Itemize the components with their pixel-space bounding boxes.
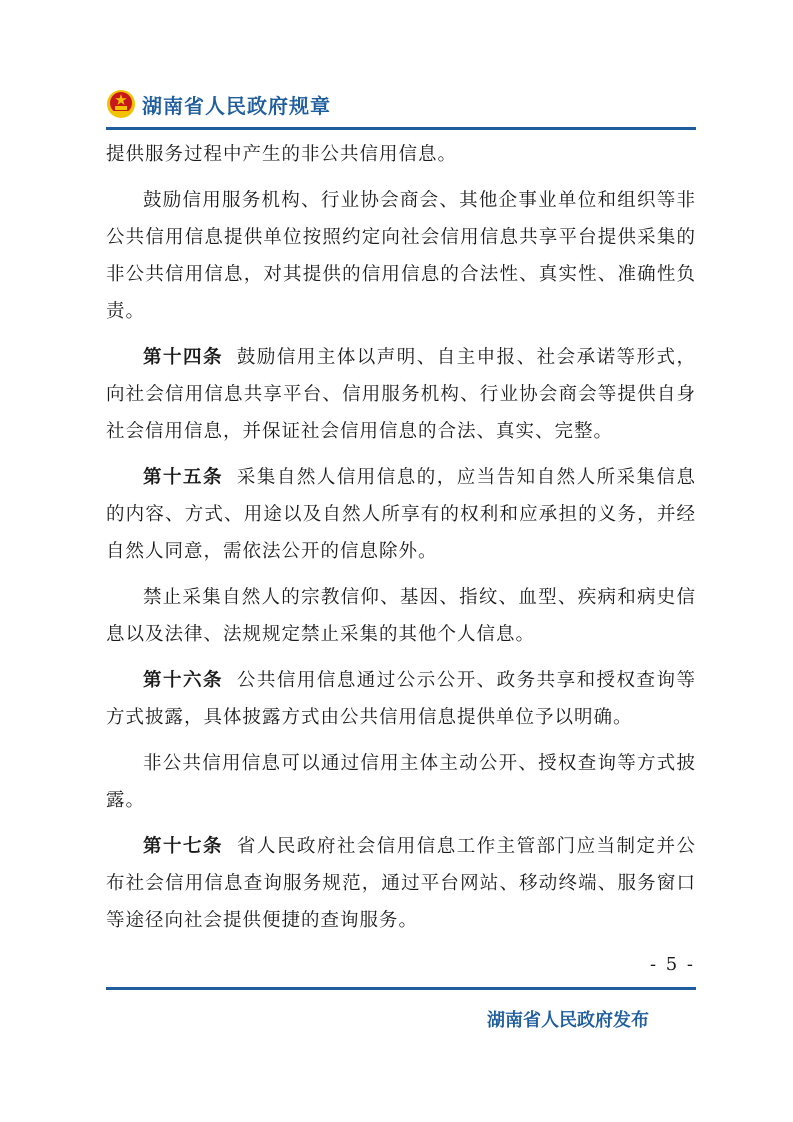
paragraph-text: 非公共信用信息可以通过信用主体主动公开、授权查询等方式披露。: [106, 753, 696, 811]
header-divider: [106, 127, 696, 130]
footer-divider: [106, 987, 696, 990]
paragraph-text: 鼓励信用服务机构、行业协会商会、其他企事业单位和组织等非公共信用信息提供单位按照约定向社会信用信息共享平台提供采集的非公共信用信息，对其提供的信用信息的合法性、真实性、准确性负责。: [106, 190, 696, 322]
article-paragraph: [106, 459, 696, 570]
body-paragraph: [106, 182, 696, 330]
paragraph-text: 公共信用信息通过公示公开、政务共享和授权查询等方式披露，具体披露方式由公共信用信息提供单位予以明确。: [106, 670, 696, 728]
paragraph-text: 鼓励信用主体以声明、自主申报、社会承诺等形式，向社会信用信息共享平台、信用服务机构、行业协会商会等提供自身社会信用信息，并保证社会信用信息的合法、真实、完整。: [106, 347, 696, 442]
article-paragraph: [106, 339, 696, 450]
body-paragraph: [106, 745, 696, 819]
document-body: [106, 136, 696, 948]
article-number: 第十五条: [143, 467, 223, 488]
paragraph-text: 禁止采集自然人的宗教信仰、基因、指纹、血型、疾病和病史信息以及法律、法规规定禁止采集的其他个人信息。: [106, 587, 696, 645]
paragraph-text: 省人民政府社会信用信息工作主管部门应当制定并公布社会信用信息查询服务规范，通过平台网站、移动终端、服务窗口等途径向社会提供便捷的查询服务。: [106, 836, 696, 931]
document-header: [106, 86, 331, 122]
national-emblem-icon: [106, 89, 136, 119]
paragraph-text: 提供服务过程中产生的非公共信用信息。: [106, 144, 458, 165]
header-title: 湖南省人民政府规章: [142, 93, 331, 118]
page-number: - 5 -: [649, 954, 695, 975]
body-paragraph: [106, 136, 696, 173]
body-paragraph: [106, 579, 696, 653]
article-number: 第十四条: [143, 347, 223, 368]
article-paragraph: [106, 662, 696, 736]
paragraph-text: 采集自然人信用信息的，应当告知自然人所采集信息的内容、方式、用途以及自然人所享有的权利和应承担的义务，并经自然人同意，需依法公开的信息除外。: [106, 467, 696, 562]
footer-publisher: 湖南省人民政府发布: [487, 1010, 649, 1031]
article-paragraph: [106, 828, 696, 939]
article-number: 第十七条: [143, 836, 223, 857]
article-number: 第十六条: [143, 670, 223, 691]
